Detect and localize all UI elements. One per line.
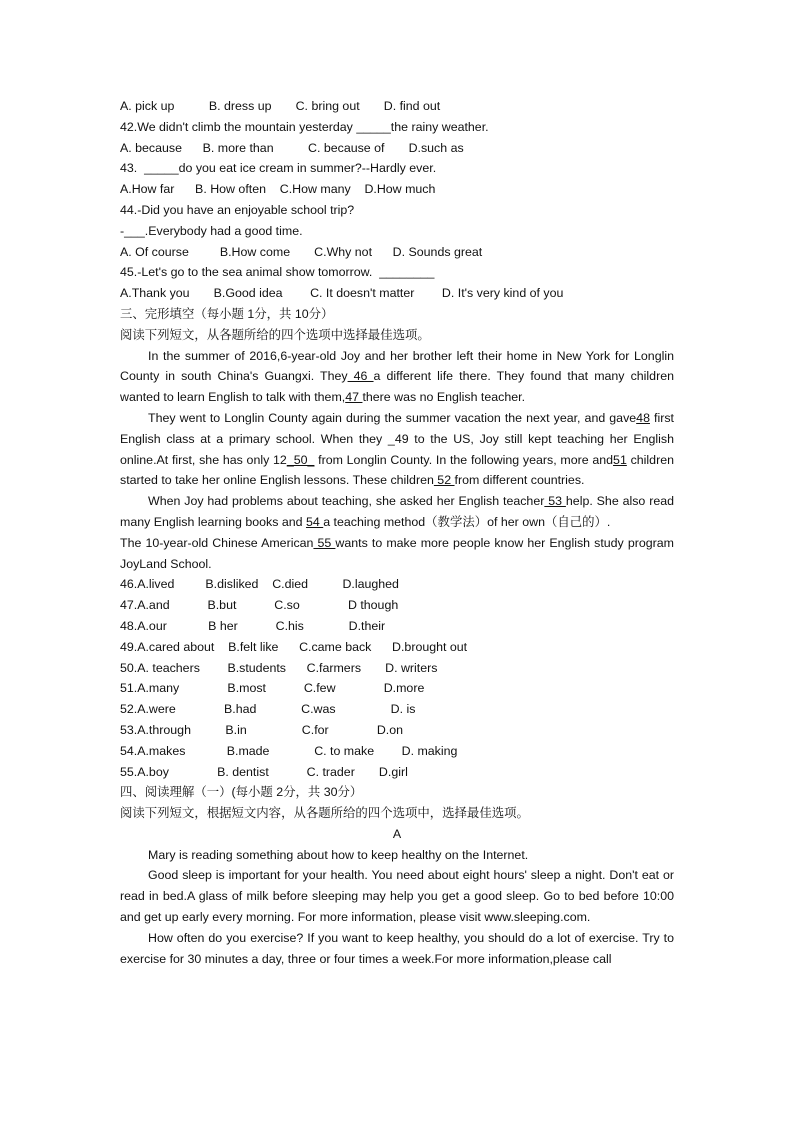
cloze-option-row: 48.A.our B her C.his D.their [120, 618, 386, 633]
section3-title: 三、完形填空（每小题 1分，共 10分） [120, 306, 334, 321]
blank-55: 55 [313, 535, 336, 550]
q43-stem: 43. _____do you eat ice cream in summer?--Hardly ever. [120, 161, 437, 176]
q43-options: A.How far B. How often C.How many D.How much [120, 182, 436, 197]
blank-53: 53 [544, 494, 566, 509]
cloze-option-row: 54.A.makes B.made C. to make D. making [120, 743, 458, 758]
exam-page [120, 96, 674, 969]
blank-46: 46 [347, 369, 374, 384]
q44-reply: -___.Everybody had a good time. [120, 223, 303, 238]
q41-options: A. pick up B. dress up C. bring out D. find out [120, 99, 441, 113]
reading-paragraph-2: Good sleep is important for your health. You need about eight hours' sleep a night. Don't eat or read in bed.A glass of milk before sleeping may help you get a good sleep. Go to bed before 10:00 and get up early every morning. For more information, please visit www.sleeping.com. [120, 868, 674, 925]
cloze-paragraph-2: They went to Longlin County again during the summer vacation the next year, and gave48 first English class at a primary school. When they _49 to the US, Joy still kept teaching her English online.At first, she has only 12_50_ from Longlin County. In the following years, more and51 children started to take her online English lessons. These children 52 from different countries. [120, 410, 674, 488]
blank-51: 51 [613, 452, 627, 467]
section4-title: 四、阅读理解（一）(每小题 2分，共 30分） [120, 785, 363, 800]
reading-paragraph-1: Mary is reading something about how to keep healthy on the Internet. [148, 847, 529, 862]
cloze-option-row: 55.A.boy B. dentist C. trader D.girl [120, 764, 408, 779]
q42-stem: 42.We didn't climb the mountain yesterday _____the rainy weather. [120, 119, 489, 134]
blank-50: _50_ [286, 452, 315, 467]
cloze-option-row: 49.A.cared about B.felt like C.came back D.brought out [120, 639, 468, 654]
blank-48: 48 [636, 410, 650, 425]
reading-paragraph-3: How often do you exercise? If you want to keep healthy, you should do a lot of exercise. Try to exercise for 30 minutes a day, three or four times a week.For more information,please call [120, 930, 674, 966]
cloze-paragraph-1: In the summer of 2016,6-year-old Joy and her brother left their home in New York for Longlin County in south China's Guangxi. They 46 a different life there. They found that many children wanted to learn English to talk with them,47 there was no English teacher. [120, 348, 674, 405]
cloze-option-row: 47.A.and B.but C.so D though [120, 598, 399, 613]
cloze-options-list [120, 574, 674, 782]
q45-options: A.Thank you B.Good idea C. It doesn't matter D. It's very kind of you [120, 286, 564, 301]
cloze-option-row: 53.A.through B.in C.for D.on [120, 722, 404, 737]
cloze-option-row: 50.A. teachers B.students C.farmers D. writers [120, 660, 438, 675]
blank-52: 52 [433, 473, 455, 488]
q44-stem: 44.-Did you have an enjoyable school trip? [120, 202, 355, 217]
cloze-paragraph-3: When Joy had problems about teaching, she asked her English teacher 53 help. She also read many English learning books and 54 a teaching method（教学法）of her own（自己的）. [120, 494, 675, 529]
q42-options: A. because B. more than C. because of D.such as [120, 140, 464, 155]
cloze-option-row: 52.A.were B.had C.was D. is [120, 702, 416, 717]
q45-stem: 45.-Let's go to the sea animal show tomorrow. ________ [120, 265, 435, 280]
blank-54: 54 [305, 514, 324, 529]
blank-47: 47 [345, 390, 363, 405]
passage-label: A [392, 826, 402, 841]
cloze-option-row: 46.A.lived B.disliked C.died D.laughed [120, 577, 399, 592]
cloze-option-row: 51.A.many B.most C.few D.more [120, 681, 425, 696]
q44-options: A. Of course B.How come C.Why not D. Sounds great [120, 244, 483, 259]
section4-instruction: 阅读下列短文，根据短文内容，从各题所给的四个选项中，选择最佳选项。 [120, 806, 529, 821]
cloze-paragraph-4: The 10-year-old Chinese American 55 wants to make more people know her English study program JoyLand School. [120, 535, 674, 571]
section3-instruction: 阅读下列短文，从各题所给的四个选项中选择最佳选项。 [120, 327, 430, 342]
